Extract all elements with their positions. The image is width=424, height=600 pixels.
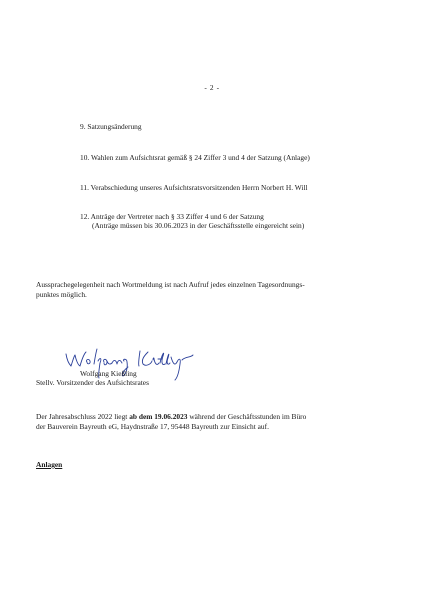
agenda-item-10: 10. Wahlen zum Aufsichtsrat gemäß § 24 Ziffer 3 und 4 der Satzung (Anlage) xyxy=(80,153,310,162)
page-number: - 2 - xyxy=(204,83,220,92)
notice-line-2: der Bauverein Bayreuth eG, Haydnstraße 17, 95448 Bayreuth zur Einsicht auf. xyxy=(36,422,269,431)
remark-line-2: punktes möglich. xyxy=(36,290,87,299)
signatory-name: Wolfgang Kießling xyxy=(80,369,137,378)
agenda-item-12-note: (Anträge müssen bis 30.06.2023 in der Geschäftsstelle eingereicht sein) xyxy=(92,221,305,230)
notice-line-1 xyxy=(36,412,306,422)
remark-line-1: Aussprachegelegenheit nach Wortmeldung ist nach Aufruf jedes einzelnen Tagesordnungs- xyxy=(36,280,305,289)
notice-post: während der Geschäftsstunden im Büro xyxy=(187,412,307,421)
signatory-role: Stellv. Vorsitzender des Aufsichtsrates xyxy=(36,378,149,387)
agenda-item-11: 11. Verabschiedung unseres Aufsichtsratsvorsitzenden Herrn Norbert H. Will xyxy=(80,183,308,192)
agenda-item-12: 12. Anträge der Vertreter nach § 33 Ziffer 4 und 6 der Satzung xyxy=(80,212,264,221)
attachments-heading: Anlagen xyxy=(36,460,63,469)
notice-date: ab dem 19.06.2023 xyxy=(129,412,188,421)
notice-pre: Der Jahresabschluss 2022 liegt xyxy=(36,412,130,421)
agenda-item-9: 9. Satzungsänderung xyxy=(80,122,142,131)
